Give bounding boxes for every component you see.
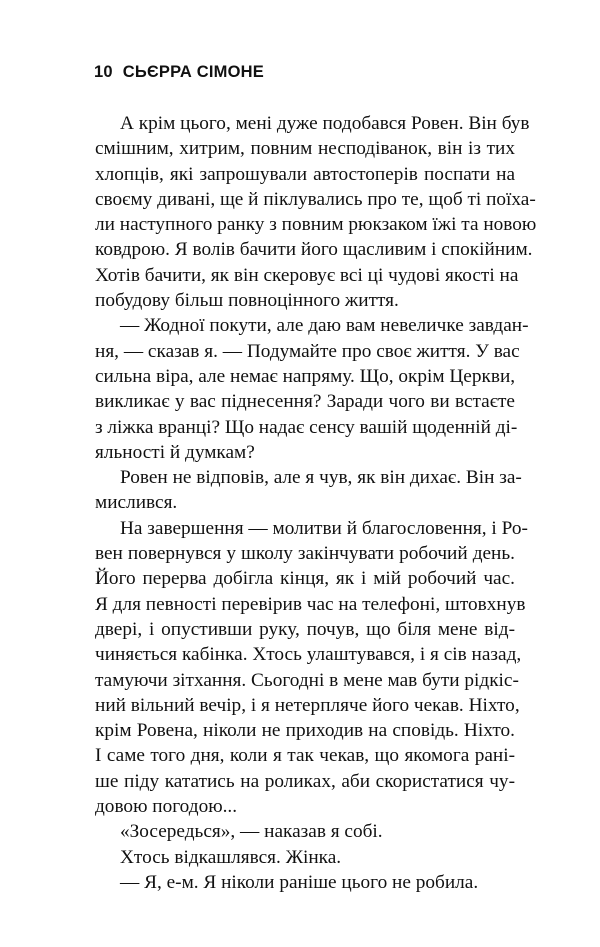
text-line: ня, — сказав я. — Подумайте про своє життя. У вас: [95, 340, 520, 362]
text-line: чиняється кабінка. Хтось улаштувався, і я сів назад,: [95, 644, 522, 666]
text-line: На завершення — молитви й благословення, і Ро-: [120, 517, 528, 539]
text-line: ли наступного ранку з повним рюкзаком їжі та новою: [95, 214, 537, 236]
text-line: смішним, хитрим, повним несподіванок, він із тих: [95, 138, 515, 160]
text-line: Хотів бачити, як він скеровує всі ці чудові якості на: [95, 264, 519, 286]
text-line: — Я, е-м. Я ніколи раніше цього не робила.: [120, 871, 479, 893]
text-line: з ліжка вранці? Що надає сенсу вашій щоденній ді-: [95, 416, 518, 438]
text-line: «Зосередься», — наказав я собі.: [120, 821, 383, 843]
text-line: своєму дивані, ще й піклувались про те, щоб ті поїха-: [95, 188, 536, 210]
author-name: СЬЄРРА СІМОНЕ: [122, 63, 264, 81]
text-line: Хтось відкашлявся. Жінка.: [120, 846, 342, 868]
body-text: [95, 111, 537, 895]
text-line: А крім цього, мені дуже подобався Ровен. Він був: [120, 113, 530, 134]
text-line: довою погодою...: [95, 796, 238, 818]
text-line: вен повернувся у школу закінчувати робочий день.: [95, 543, 515, 565]
text-line: Його перерва добігла кінця, як і мій робочий час.: [95, 568, 515, 590]
page-number: 10: [94, 63, 113, 81]
text-line: І саме того дня, коли я так чекав, що якомога рані-: [95, 745, 515, 767]
text-line: двері, і опустивши руку, почув, що біля мене від-: [95, 618, 515, 640]
text-line: хлопців, які запрошували автостоперів поспати на: [95, 163, 515, 185]
text-line: ше піду кататись на роликах, аби скористатися чу-: [95, 770, 515, 792]
text-line: — Жодної покути, але даю вам невеличке завдан-: [120, 315, 529, 337]
text-line: побудову більш повноцінного життя.: [95, 290, 399, 312]
text-line: крім Ровена, ніколи не приходив на сповідь. Ніхто.: [95, 720, 515, 742]
text-line: ковдрою. Я волів бачити його щасливим і спокійним.: [95, 239, 533, 261]
text-line: Ровен не відповів, але я чув, як він дихає. Він за-: [120, 467, 522, 489]
text-line: викликає у вас піднесення? Заради чого ви встаєте: [95, 391, 515, 413]
text-line: мислився.: [95, 492, 178, 514]
text-line: тамуючи зітхання. Сьогодні в мене мав бути рідкіс-: [95, 669, 519, 691]
running-header: [94, 63, 264, 82]
text-line: Я для певності перевірив час на телефоні, штовхнув: [95, 593, 526, 615]
text-line: сильна віра, але немає напряму. Що, окрім Церкви,: [95, 365, 516, 387]
text-line: ний вільний вечір, і я нетерпляче його чекав. Ніхто,: [95, 694, 520, 716]
text-line: яльності й думкам?: [95, 441, 255, 463]
